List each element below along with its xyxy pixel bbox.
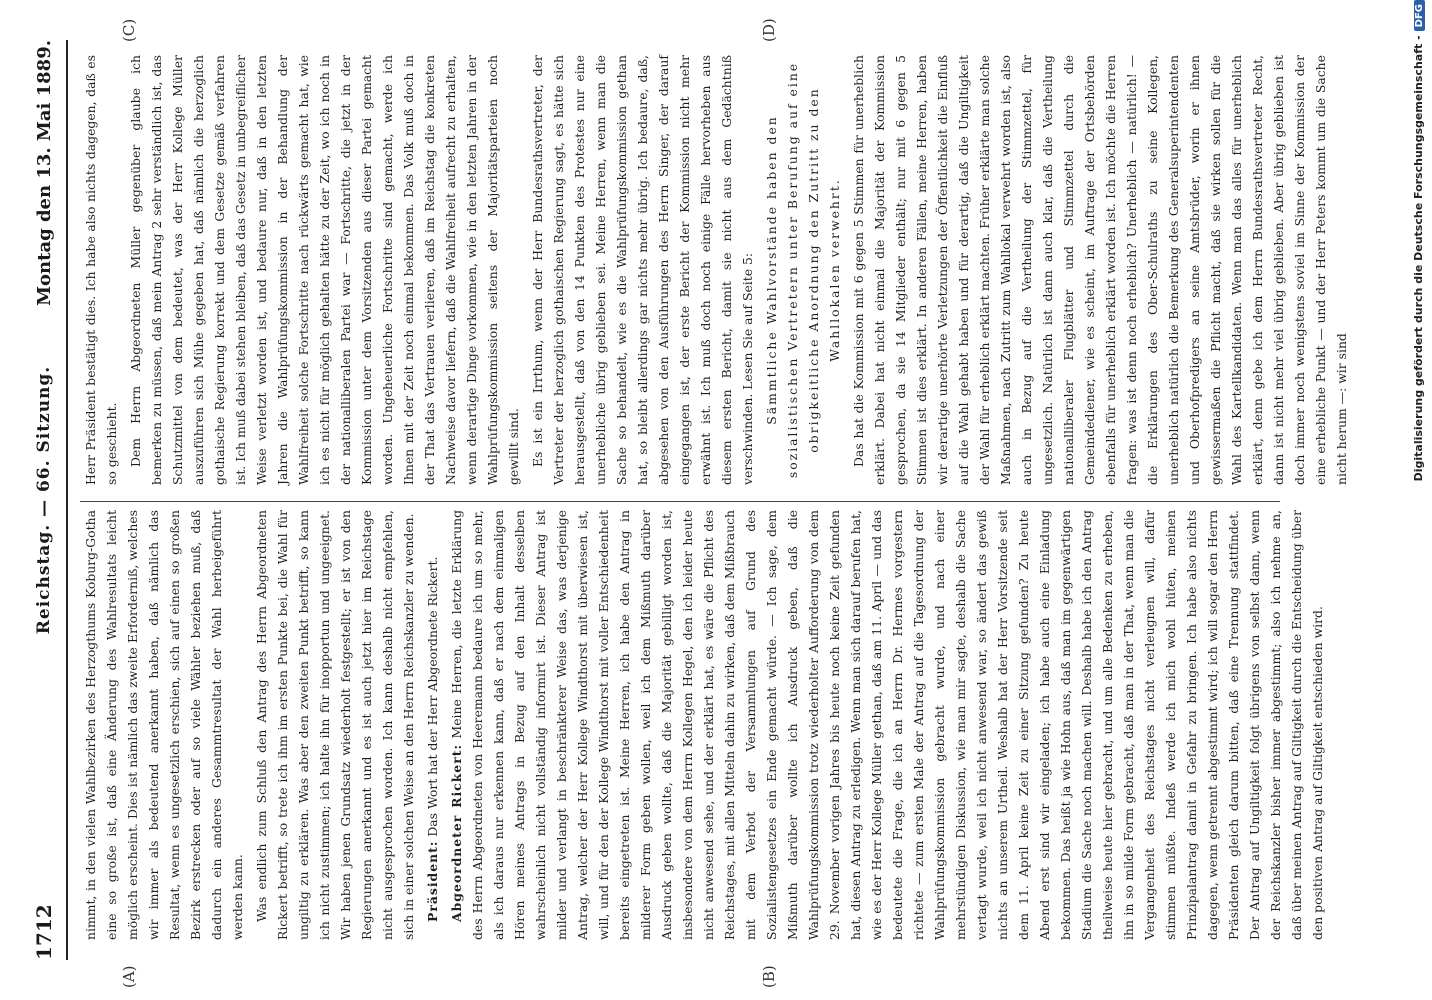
paragraph-text: Dem Herrn Abgeordneten Müller gegenüber glaube ich bemerken zu müssen, daß mein Antrag 2 sehr verständlich ist, das Schutzmittel von dem bedeutet, was der Herr Kollege Müller auszuführen sich Mühe gegeben hat, daß nämlich die herzoglich gothaische Regierung korrekt und dem Gesetze gemäß verfahren ist. Ich muß dabei stehen bleiben, daß das Gesetz in unbegreiflicher Weise verletzt worden ist, und bedaure nur, daß in den letzten Jahren die Wahlprüfungskommission in der Behandlung der Wahlfreiheit solche Fortschritte nach rückwärts gemacht hat, wie ich es nicht für möglich gehalten hätte zu der Zeit, wo ich noch in der nationalliberalen Partei war — Fortschritte, die jetzt in der Kommission unter dem Vorsitzenden aus dieser Partei gemacht worden. Ungeheuerliche Fortschritte sind gemacht, werde ich Ihnen mit der Zeit noch einmal bekommen. Das Volk muß doch in der That das Vertrauen verlieren, daß im Reichstag die konkreten Nachweise davor liefern, daß die Wahlfreiheit aufrecht zu erhalten, wenn derartige Dinge vorkommen, wie in den letzten Jahren in der Wahlprüfungskommission seitens der Majoritätsparteien noch gewillt sind.	[128, 55, 521, 485]
paragraph	[125, 55, 524, 485]
digitization-credit	[1412, 0, 1432, 1000]
speaker-name: Abgeordneter Rickert:	[449, 743, 464, 922]
paragraph-text: Sämmtliche Wahlvorstände haben den sozialistischen Vertretern unter Berufung auf eine obrigkeitliche Anordnung den Zutritt zu den Wahllokalen verwehrt.	[764, 61, 842, 479]
dfg-logo: DFG	[1414, 0, 1425, 31]
paragraph-text: Das hat die Kommission mit 6 gegen 5 Stimmen für unerheblich erklärt. Dabei hat nicht einmal die Majorität der Kommission gesprochen, da sie 14 Mitglieder enthält; nur mit 6 gegen 5 Stimmen ist dies erklärt. In anderen Fällen, meine Herren, haben wir derartige unerhörte Verletzungen der Öffentlichkeit die Einfluß auf die Wahl gehabt haben und für derartig, daß die Ungiltigkeit der Wahl für erheblich erklärt machten. Früher erklärte man solche Maßnahmen, nach Zutritt zum Wahllokal verwehrt worden ist, also auch in Bezug auf die Vertheilung der Stimmzettel, für ungesetzlich. Natürlich ist dann auch klar, daß die Vertheilung nationalliberaler Flugblätter und Stimmzettel durch die Gemeindediener, wie es scheint, im Auftrage der Ortsbehörden ebenfalls für unerheblich erklärt worden ist. Ich möchte die Herren fragen: was ist denn noch erheblich? Unerheblich — natürlich! — die Erklärungen des Ober-Schulraths zu seine Kollegen, unerheblich natürlich die Bemerkung des Generalsuperintendenten und Oberhofpredigers an seine Amtsbrüder, worin er ihnen gewissermaßen die Pflicht macht, daß sie wirken sollen für die Wahl des Kartellkandidaten. Wenn man das alles für unerheblich erklärt, denn gebe ich dem Herrn Bundesrathsvertreter Recht, dann ist nicht mehr viel übrig geblieben. Aber übrig geblieben ist doch immer noch wenigstens soviel im Sinne der Kommission der eine erhebliche Punkt — und der Herr Peters kommt um die Sache nicht herum —: wir sind	[851, 55, 1349, 485]
paragraph-text: Was endlich zum Schluß den Antrag des Herrn Abgeordneten Rickert betrifft, so trete ich ihm im ersten Punkte bei, die Wahl für ungiltig zu erklären. Was aber den zweiten Punkt betrifft, so kann ich nicht zustimmen; ich halte ihn für inopportun und ungeeignet. Wir haben jenen Grundsatz wiederholt festgestellt; er ist von den Regierungen anerkannt und es ist auch jetzt hier im Reichstage nicht ausgesprochen worden. Ich kann deshalb nicht empfehlen, sich in einer solchen Weise an den Herrn Reichskanzler zu wenden.	[254, 510, 416, 940]
paragraph	[80, 510, 248, 940]
paragraph	[80, 55, 122, 485]
session-title: Reichstag. — 66. Sitzung.	[34, 365, 54, 635]
page-header	[26, 40, 68, 960]
paragraph	[848, 55, 1352, 485]
paragraph	[761, 55, 845, 485]
column-divider	[80, 501, 1280, 502]
session-date: Montag den 13. Mai 1889.	[34, 40, 55, 306]
paragraph	[422, 510, 443, 940]
left-text-column	[80, 510, 1325, 940]
paragraph-text: Das Wort hat der Herr Abgeordnete Rickert.	[425, 556, 440, 841]
paragraph-text: Herr Präsident bestätigt dies. Ich habe also nichts dagegen, daß es so geschieht.	[83, 55, 119, 485]
paragraph	[446, 510, 1328, 940]
margin-marker-d: (D)	[760, 18, 778, 42]
paragraph	[527, 55, 758, 485]
paragraph-text: nimmt, in den vielen Wahlbezirken des Herzogthums Koburg-Gotha eine so große ist, daß eine Änderung des Wahlresultats leicht möglich erscheint. Dies ist nämlich das zweite Erforderniß, welches wir immer als bedeutend anerkannt haben, daß nämlich das Resultat, wenn es ungesetzlich erschien, sich auf einen so großen Bezirk erstrecken oder auf so viele Wähler beziehen muß, daß dadurch ein anderes Gesammtresultat der Wahl herbeigeführt werden kann.	[83, 510, 245, 940]
margin-marker-b: (B)	[760, 965, 778, 988]
paragraph	[251, 510, 419, 940]
credit-text: Digitalisierung gefördert durch die Deutsche Forschungsgemeinschaft -	[1412, 35, 1425, 482]
paragraph-text: Es ist ein Irrthum, wenn der Herr Bundesrathsvertreter, der Vertreter der herzoglich gothaischen Regierung sagt, es hätte sich herausgestellt, daß von den 14 Punkten des Protestes nur eine unerhebliche übrig geblieben sei. Meine Herren, wenn man die Sache so behandelt, wie es die Wahlprüfungskommission gethan hat, so bleibt allerdings gar nichts mehr übrig. Ich bedaure, daß, abgesehen von den Ausführungen des Herrn Singer, der darauf eingegangen ist, der erste Bericht der Kommission nicht mehr erwähnt ist. Ich muß doch noch einige Fälle hervorheben aus diesem ersten Bericht, damit sie nicht aus dem Gedächtniß verschwinden. Lesen Sie auf Seite 5:	[530, 55, 755, 485]
right-text-column	[80, 55, 1349, 485]
paragraph-text: Meine Herren, die letzte Erklärung des Herrn Abgeordneten von Heeremann bedaure ich um so mehr, als ich daraus nur erkennen kann, daß er nach dem einmaligen Hören meines Antrags in Bezug auf den Inhalt desselben wahrscheinlich nicht vollständig informirt ist. Dieser Antrag ist milder und verlangt in beschränkterer Weise das, was derjenige Antrag, welcher der Herr Kollege Windthorst mit überwiesen ist, will, und für den der Kollege Windthorst mit voller Entschiedenheit bereits eingetreten ist. Meine Herren, ich habe den Antrag in milderer Form geben wollen, weil ich dem Mißmuth darüber Ausdruck geben wollte, daß die Majorität gebilligt worden ist, insbesondere von dem Herrn Kollegen Hegel, den ich leider heute nicht anwesend sehe, und der erklärt hat, es wäre die Pflicht des Reichstages, mit allen Mitteln dahin zu wirken, daß dem Mißbrauch mit dem Verbot der Versammlungen auf Grund des Sozialistengesetzes ein Ende gemacht würde. — Ich sage, dem Mißmuth darüber wollte ich Ausdruck geben, daß die Wahlprüfungskommission trotz wiederholter Aufforderung von dem 29. November vorigen Jahres bis heute noch keine Zeit gefunden hat, diesen Antrag zu erledigen. Wenn man sich darauf berufen hat, wie es der Herr Kollege Müller gethan, daß am 11. April — und das bedeutete die Frage, die ich an Herrn Dr. Hermes vorgestern richtete — zum ersten Male der Antrag auf die Tagesordnung der Wahlprüfungskommission gebracht wurde, und nach einer mehrstündigen Diskussion, wie man mir sagte, deshalb die Sache vertagt wurde, weil ich nicht anwesend war, so ändert das gewiß nichts an unserem Urtheil. Weshalb hat der Herr Vorsitzende seit dem 11. April keine Zeit zu einer Sitzung gefunden? Zu heute Abend erst sind wir eingeladen; ich habe auch eine Einladung bekommen. Das heißt ja wie Hohn aus, daß man im gegenwärtigen Stadium die Sache noch machen will. Deshalb habe ich den Antrag theilweise heute hier gebracht, und um alle Bedenken zu erheben, ihn in so milde Form gebracht, daß man in der That, wenn man die Vergangenheit des Reichstages nicht verleugnen will, dafür stimmen müßte. Indeß werde ich mich wohl hüten, meinen Prinzipalantrag damit in Gefahr zu bringen. Ich habe also nichts dagegen, wenn getrennt abgestimmt wird; ich will sogar den Herrn Präsidenten gleich darum bitten, daß eine Trennung stattfindet. Der Antrag auf Ungiltigkeit folgt übrigens von selbst dann, wenn der Reichskanzler bisher immer abgestimmt; also ich nehme an, daß über meinen Antrag auf Giltigkeit durch die Entscheidung über den positiven Antrag auf Giltigkeit entschieden wird.	[449, 510, 1325, 940]
margin-marker-c: (C)	[120, 18, 138, 42]
margin-marker-a: (A)	[120, 965, 138, 988]
page-number: 1712	[32, 904, 56, 960]
speaker-name: Präsident:	[425, 840, 440, 922]
